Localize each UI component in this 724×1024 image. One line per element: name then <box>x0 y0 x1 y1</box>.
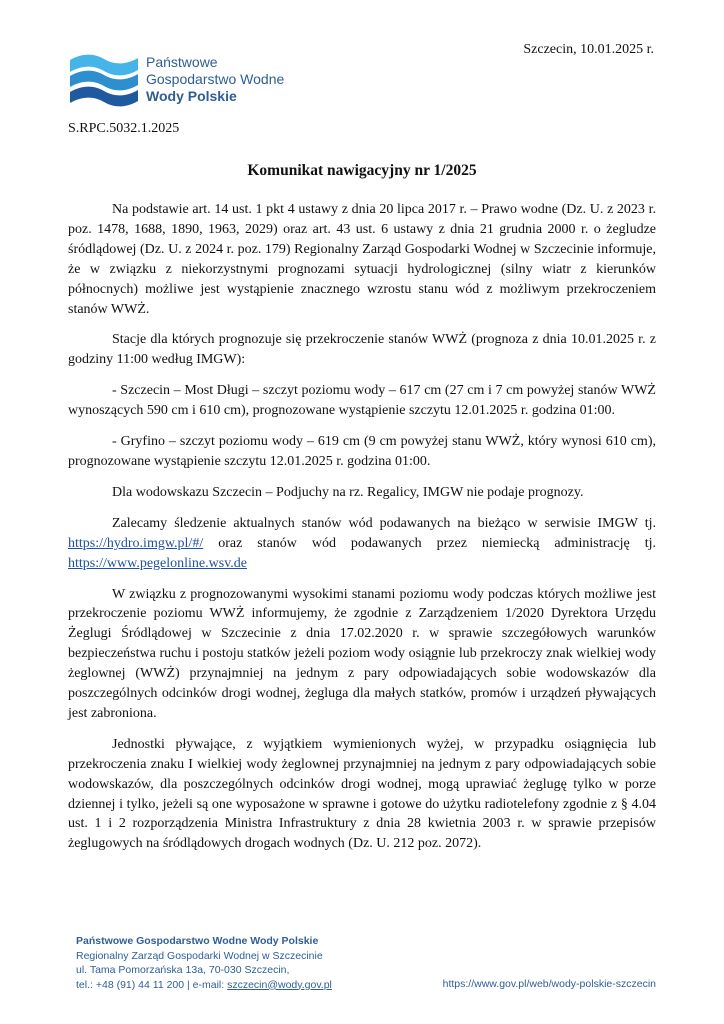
paragraph-podjuchy: Dla wodowskazu Szczecin – Podjuchy na rz. Regalicy, IMGW nie podaje prognozy. <box>112 484 584 500</box>
paragraph-navigation-ban: W związku z prognozowanymi wysokimi stanami poziomu wody podczas których możliwe jest przekroczenie poziomu WWŻ informujemy, że zgodnie z Zarządzeniem 1/2020 Dyrektora Urzędu Żeglugi Śródlądowej w Szczecinie z dnia 17.02.2020 r. w sprawie szczegółowych warunków bezpieczeństwa ruchu i postoju statków jeżeli poziom wody osiągnie lub przekroczy znak wielkiej wody żeglownej (WWŻ) przynajmniej na jednym z pary odpowiadających sobie wodowskazów dla poszczególnych odcinków drogi wodnej, żegluga dla małych statków, promów i urządzeń pływających jest zabroniona. <box>68 586 656 721</box>
footer-address <box>76 934 332 992</box>
logo-line-1: Państwowe <box>146 54 218 70</box>
document-body <box>68 200 656 865</box>
footer-street: ul. Tama Pomorzańska 13a, 70-030 Szczecin, <box>76 964 290 976</box>
imgw-link[interactable]: https://hydro.imgw.pl/#/ <box>68 535 204 551</box>
pegelonline-link[interactable]: https://www.pegelonline.wsv.de <box>68 555 247 571</box>
wody-polskie-logo-icon <box>68 52 140 114</box>
paragraph-monitoring <box>68 514 656 574</box>
footer-contact <box>76 978 332 993</box>
paragraph-gryfino-forecast: - Gryfino – szczyt poziomu wody – 619 cm (9 cm powyżej stanu WWŻ, który wynosi 610 cm), prognozowane wystąpienie szczytu 12.01.2025 r. godzina 01:00. <box>68 434 656 469</box>
monitoring-text-2: oraz stanów wód podawanych przez niemiecką administrację tj. <box>218 535 657 551</box>
document-reference: S.RPC.5032.1.2025 <box>68 121 180 136</box>
monitoring-text-1: Zalecamy śledzenie aktualnych stanów wód podawanych na bieżąco w serwisie IMGW tj. <box>112 515 656 531</box>
document-date: Szczecin, 10.01.2025 r. <box>523 42 654 57</box>
footer-website-link[interactable]: https://www.gov.pl/web/wody-polskie-szczecin <box>442 978 656 990</box>
page-title: Komunikat nawigacyjny nr 1/2025 <box>247 162 477 179</box>
footer-phone: tel.: +48 (91) 44 11 200 | e-mail: <box>76 978 228 991</box>
footer-org-name: Państwowe Gospodarstwo Wodne Wody Polskie <box>76 935 319 947</box>
footer-regional-office: Regionalny Zarząd Gospodarki Wodnej w Szczecinie <box>76 949 323 962</box>
logo-wordmark <box>146 54 284 105</box>
footer-email-link[interactable]: szczecin@wody.gov.pl <box>227 978 332 991</box>
paragraph-navigation-conditions: Jednostki pływające, z wyjątkiem wymienionych wyżej, w przypadku osiągnięcia lub przekroczenia znaku I wielkiej wody żeglownej przynajmniej na jednym z pary odpowiadających sobie wodowskazów, dla poszczególnych odcinków drogi wodnej, mogą uprawiać żeglugę tylko w porze dziennej i tylko, jeżeli są one wyposażone w sprawne i gotowe do użytku radiotelefony zgodnie z § 4.04 ust. 1 i 2 rozporządzenia Ministra Infrastruktury z dnia 28 kwietnia 2003 r. w sprawie przepisów żeglugowych na śródlądowych drogach wodnych (Dz. U. 212 poz. 2072). <box>68 736 656 852</box>
paragraph-legal-basis: Na podstawie art. 14 ust. 1 pkt 4 ustawy z dnia 20 lipca 2017 r. – Prawo wodne (Dz. U. z 2023 r. poz. 1478, 1688, 1890, 1963, 2029) oraz art. 43 ust. 6 ustawy z dnia 21 grudnia 2000 r. o żegludze śródlądowej (Dz. U. z 2024 r. poz. 179) Regionalny Zarząd Gospodarki Wodnej w Szczecinie informuje, że w związku z niekorzystnymi prognozami sytuacji hydrologicznej (silny wiatr z kierunków północnych) możliwe jest wystąpienie znacznego wzrostu stanu wód z możliwym przekroczeniem stanów WWŻ. <box>68 202 656 317</box>
logo-line-3: Wody Polskie <box>146 88 237 104</box>
paragraph-stations-intro: Stacje dla których prognozuje się przekroczenie stanów WWŻ (prognoza z dnia 10.01.2025 r. z godziny 11:00 według IMGW): <box>68 332 656 368</box>
logo-line-2: Gospodarstwo Wodne <box>146 71 285 87</box>
paragraph-szczecin-forecast: - Szczecin – Most Długi – szczyt poziomu wody – 617 cm (27 cm i 7 cm powyżej stanów WWŻ wynoszących 590 cm i 610 cm), prognozowane wystąpienie szczytu 12.01.2025 r. godzina 01:00. <box>68 383 656 419</box>
